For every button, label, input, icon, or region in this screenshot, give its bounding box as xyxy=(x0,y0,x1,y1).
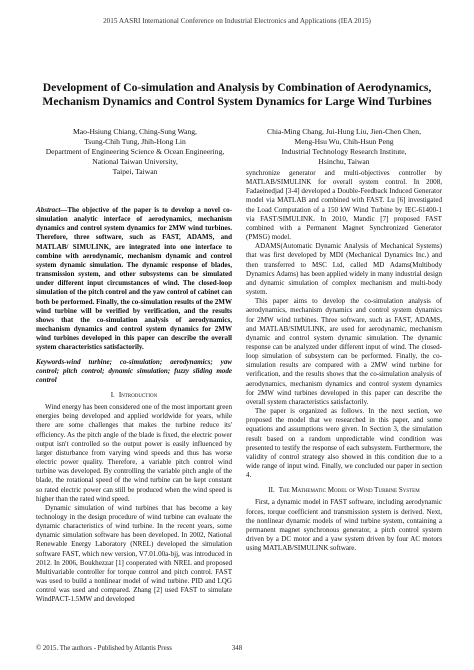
section-title: The Mathematic Model of Wind Turbine System xyxy=(278,486,420,495)
abstract-text: —The objective of the paper is to develop a novel co-simulation analytic interface of aerodynamics, mechanism dynamics and control system dynamics for 2MW wind turbines. Therefore, three software, such as FAST, ADAMS, and MATLAB/ SIMULINK, are integrated into one interface to combine with aerodynamic, mechanism dynamic and control system dynamic simulation. The dynamic response of blades, transmission system, and other subsystems can be simulated under different input circumstances of wind. The closed-loop simulation of the pitch control and the yaw control of cabinet can both be performed. Finally, the co-simulation results of the 2MW wind turbine will be verified by verification, and the results shows that the co-simulation analysis of aerodynamics, mechanism dynamics and control system dynamics for 2MW wind turbines developed in this paper can describe the overall system characteristics satisfactorily. xyxy=(36,206,232,352)
keywords-label: Keywords- xyxy=(36,357,67,366)
author-affiliation: Hsinchu, Taiwan xyxy=(318,157,370,166)
author-affiliation: Department of Engineering Science & Ocean Engineering, xyxy=(45,147,225,156)
body-paragraph: First, a dynamic model in FAST software, including aerodynamic forces, torque coefficient and transmission system is derived. Next, the nonlinear dynamic models of wind turbine system, containing a permanent magnet synchronous generator, a pitch control system driven by a DC motor and a yaw system driven by four AC motors using MATLAB/SIMULINK software. xyxy=(246,498,442,553)
intro-paragraph: Wind energy has been considered one of the most important green energies being developed and applied worldwide for years, while there are some challenges that makes the turbine reduce its' efficiency. As the pitch angle of the blade is fixed, the electric power output isn't controlled so the output power is easily influenced by larger disturbance from varying wind speeds and thus has worse electric power quality. Therefore, a variable pitch control wind turbine was developed. By controlling the variable pitch angle of the blade, the rotational speed of the wind turbine can be kept constant so rated electric power can still be produced when the wind speed is higher than the rated wind speed. xyxy=(36,403,232,503)
section-number: I. xyxy=(110,390,115,399)
section-heading-model xyxy=(246,486,442,495)
section-title: Introduction xyxy=(118,390,158,399)
author-names: Meng-Hsu Wu, Chih-Hsun Peng xyxy=(294,137,394,146)
right-column xyxy=(246,169,442,553)
author-affiliation: National Taiwan University, xyxy=(92,157,178,166)
author-block-left xyxy=(42,127,228,177)
body-paragraph: synchronize generator and multi-objectives controller by MATLAB/SIMULINK for overall system control. In 2008, Fadaeinedjad [3-4] developed a Double-Feedback Induced Generator model via MATLAB and combined with FAST. Lu [6] investigated the Load Computation of a 150 kW Wind Turbine by IEC-61400-1 via FAST/SIMULINK. In 2010, Mandic [7] proposed FAST combined with a Permanent Magnet Synchronized Generator (PMSG) model. xyxy=(246,169,442,242)
left-column xyxy=(36,206,232,605)
author-block-right xyxy=(246,127,442,167)
intro-paragraph: Dynamic simulation of wind turbines that has become a key technology in the design procedure of wind turbine can evaluate the dynamic characteristics of wind turbine. In the recent years, some dynamic simulation software has been developed. In 2002, National Renewable Energy Laboratory (NREL) developed the simulation software FAST, which new version, V7.01.00a-bjj, was introduced in 2012. In 2006, Boukhezzar [1] cooperated with NREL and proposed Multivariable controller for torque control and pitch control. FAST was used to build a nonlinear model of wind turbine. PID and LQG control was used and compared. Zhang [2] used FAST to simulate WindPACT-1.5MW and developed xyxy=(36,503,232,604)
body-paragraph: The paper is organized as follows. In the next section, we proposed the model that we researched in this paper, and some equations and assumptions were given. In Section 3, the simulation result based on a random unpredictable wind condition was presented to testify the response of each subsystem. Furthermore, the validity of control strategy also showed in this condition due to a wide range of input wind. Finally, we concluded our paper in section 4. xyxy=(246,407,442,480)
abstract xyxy=(36,206,232,353)
keywords xyxy=(36,358,232,385)
section-number: II. xyxy=(268,486,275,495)
author-names: Chia-Ming Chang, Jui-Hung Liu, Jien-Chen Chen, xyxy=(267,127,421,136)
author-affiliation: Industrial Technology Research Institute, xyxy=(281,147,407,156)
paper-title: Development of Co-simulation and Analysis by Combination of Aerodynamics, Mechanism Dynamics and Control System Dynamics for Large Wind Turbines xyxy=(42,81,432,108)
page-number: 348 xyxy=(231,645,243,652)
section-heading-introduction xyxy=(36,391,232,400)
author-affiliation: Taipei, Taiwan xyxy=(112,167,158,176)
abstract-label: Abstract xyxy=(36,206,61,214)
author-names: Mao-Hsiung Chiang, Ching-Sung Wang, xyxy=(73,127,197,136)
body-paragraph: ADAMS(Automatic Dynamic Analysis of Mechanical Systems) that was first developed by MDI (Mechanical Dynamics Inc.) and then transferred to MSC Ltd, called MD Adams(Multibody Dynamics Adams) has been applied widely in many industrial design and dynamic simulation of complex mechanism and multi-body system. xyxy=(246,242,442,297)
conference-header: 2015 AASRI International Conference on Industrial Electronics and Applications (IEA 2015) xyxy=(103,17,371,25)
keywords-text: wind turbine; co-simulation; aerodynamics; yaw control; pitch control; dynamic simulation; fuzzy sliding mode control xyxy=(36,357,232,384)
author-names: Tsung-Chih Tung, Jhih-Hong Lin xyxy=(84,137,186,146)
body-paragraph: This paper aims to develop the co-simulation analysis of aerodynamics, mechanism dynamics and control system dynamics for 2MW wind turbines. Three software, such as FAST, ADAMS, and MATLAB/SIMULINK, are used for aerodynamic, mechanism dynamic and control system dynamic simulation. The dynamic response can be analyzed under different input of wind. The closed-loop simulation of subsystem can be performed. Finally, the co-simulation results are compared with a 2MW wind turbine for verification, and the results shows that the co-simulation analysis of aerodynamics, mechanism dynamics and control system dynamics for 2MW wind turbines developed in this paper can describe the overall system characteristics satisfactorily. xyxy=(246,297,442,406)
copyright-footer: © 2015. The authors - Published by Atlantis Press xyxy=(36,645,172,652)
